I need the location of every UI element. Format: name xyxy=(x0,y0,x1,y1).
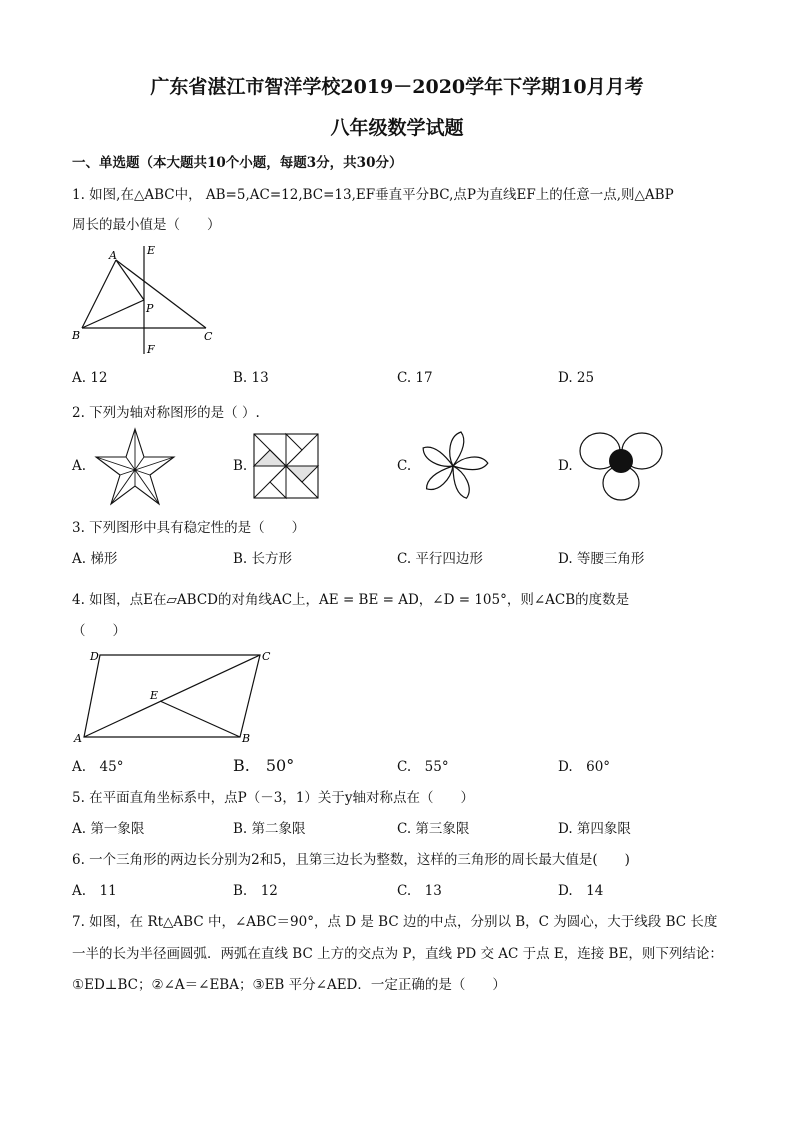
q4-option-c: C. 55° xyxy=(397,759,449,775)
segment-ac xyxy=(116,260,206,328)
q5-text: 5. 在平面直角坐标系中，点P（－3，1）关于y轴对称点在（ ） xyxy=(72,790,475,806)
q5-option-a: A. 第一象限 xyxy=(72,821,145,837)
q6-option-b: B. 12 xyxy=(233,883,278,899)
q3-text: 3. 下列图形中具有稳定性的是（ ） xyxy=(72,520,306,536)
label-d: D xyxy=(90,650,99,663)
q1-option-c: C. 17 xyxy=(397,370,433,386)
q4-option-b: B. 50° xyxy=(233,756,295,775)
q4-text-line2: （ ） xyxy=(72,623,126,639)
q7-text-line1: 7. 如图，在 Rt△ABC 中，∠ABC＝90°，点 D 是 BC 边的中点，分别以 B，C 为圆心，大于线段 BC 长度 xyxy=(72,914,718,930)
q3-option-d: D. 等腰三角形 xyxy=(558,551,645,567)
label-b: B xyxy=(72,329,81,342)
page-subtitle: 八年级数学试题 xyxy=(330,117,464,139)
q4-parallelogram-figure xyxy=(70,645,290,750)
q1-triangle-figure xyxy=(70,240,220,360)
three-petal-figure xyxy=(578,431,664,503)
segment-ap xyxy=(116,260,144,300)
q3-option-b: B. 长方形 xyxy=(233,551,293,567)
q4-option-d: D. 60° xyxy=(558,759,611,775)
q6-option-a: A. 11 xyxy=(72,883,117,899)
q3-option-c: C. 平行四边形 xyxy=(397,551,483,567)
diagonal-ac xyxy=(84,655,260,737)
q4-option-a: A. 45° xyxy=(72,759,124,775)
q7-text-line2: 一半的长为半径画圆弧．两弧在直线 BC 上方的交点为 P，直线 PD 交 AC 于点 E，连接 BE，则下列结论： xyxy=(72,946,723,962)
q6-option-c: C. 13 xyxy=(397,883,442,899)
q4-text-line1: 4. 如图，点E在▱ABCD的对角线AC上，AE = BE = AD，∠D = 105°，则∠ACB的度数是 xyxy=(72,592,630,608)
label-a: A xyxy=(109,249,117,262)
q1-text-line1: 1. 如图,在△ABC中， AB=5,AC=12,BC=13,EF垂直平分BC,点P为直线EF上的任意一点,则△ABP xyxy=(72,187,674,203)
star-figure xyxy=(92,427,178,507)
segment-be xyxy=(160,701,240,737)
label-c: C xyxy=(262,650,271,663)
label-c: C xyxy=(204,330,213,343)
segment-ab xyxy=(82,260,116,328)
segment-bp xyxy=(82,300,144,328)
pinwheel-figure xyxy=(252,432,320,500)
q6-option-d: D. 14 xyxy=(558,883,604,899)
label-f: F xyxy=(147,343,155,356)
q7-text-line3: ①ED⊥BC；②∠A＝∠EBA；③EB 平分∠AED．一定正确的是（ ） xyxy=(72,977,506,993)
page-title: 广东省湛江市智洋学校2019－2020学年下学期10月月考 xyxy=(150,76,644,98)
q1-text-line2: 周长的最小值是（ ） xyxy=(72,217,221,233)
q5-option-d: D. 第四象限 xyxy=(558,821,631,837)
flower-figure xyxy=(413,428,493,504)
q3-option-a: A. 梯形 xyxy=(72,551,118,567)
q2-text: 2. 下列为轴对称图形的是（ ）. xyxy=(72,405,260,421)
section-heading: 一、单选题（本大题共10个小题，每题3分，共30分） xyxy=(72,155,403,171)
q6-text: 6. 一个三角形的两边长分别为2和5，且第三边长为整数，这样的三角形的周长最大值是( ) xyxy=(72,852,630,868)
q1-option-b: B. 13 xyxy=(233,370,269,386)
label-e: E xyxy=(147,244,156,257)
label-b: B xyxy=(242,732,251,745)
label-p: P xyxy=(146,302,154,315)
q2-option-a: A. xyxy=(72,458,87,474)
q5-option-b: B. 第二象限 xyxy=(233,821,306,837)
q5-option-c: C. 第三象限 xyxy=(397,821,470,837)
q1-option-d: D. 25 xyxy=(558,370,595,386)
q2-option-c: C. xyxy=(397,458,412,474)
label-e: E xyxy=(150,689,159,702)
q2-option-d: D. xyxy=(558,458,573,474)
q2-option-b: B. xyxy=(233,458,248,474)
label-a: A xyxy=(74,732,82,745)
q1-option-a: A. 12 xyxy=(72,370,108,386)
